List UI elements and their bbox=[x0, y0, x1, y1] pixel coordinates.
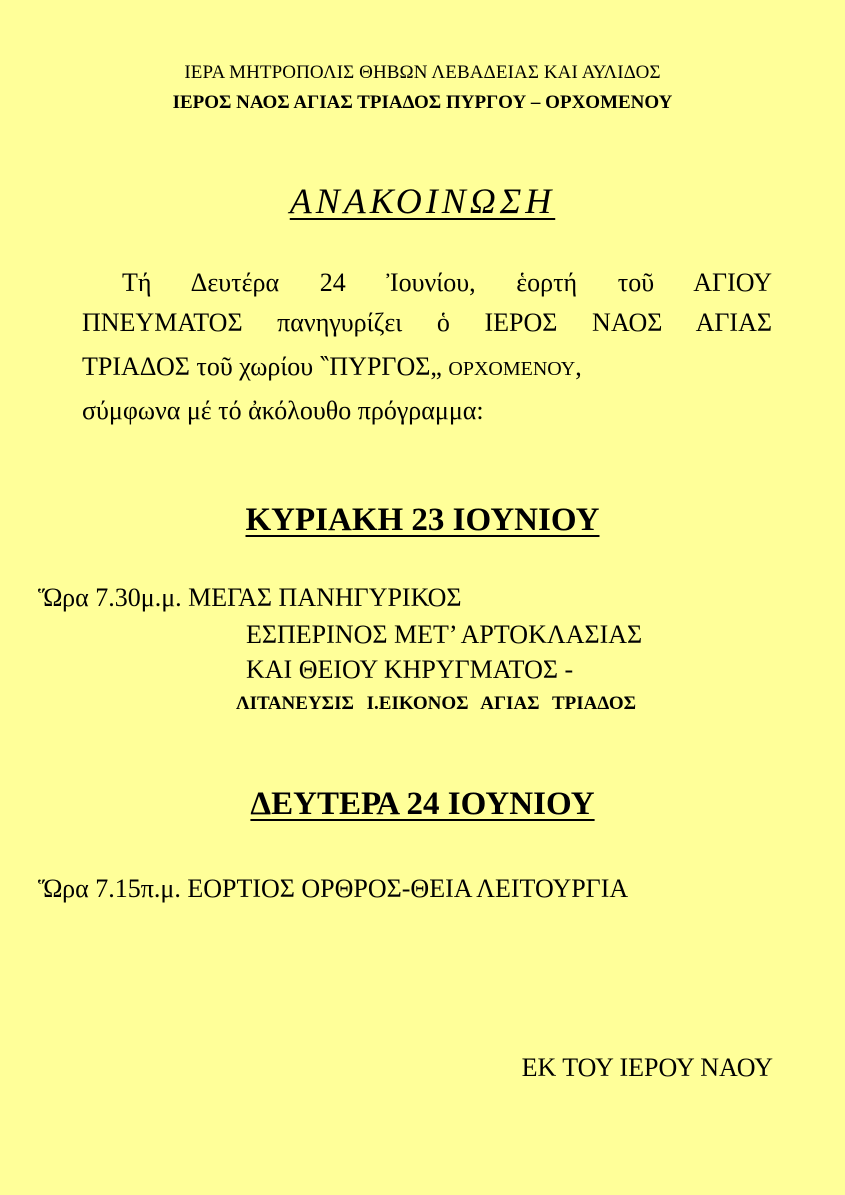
announcement-title-text: ΑΝΑΚΟΙΝΩΣΗ bbox=[289, 181, 556, 221]
intro-line-1: Τή Δευτέρα 24 Ἰουνίου, ἑορτή τοῦ ΑΓΙΟΥ bbox=[122, 268, 772, 297]
announcement-title bbox=[0, 180, 845, 222]
metropolis-header: ΙΕΡΑ ΜΗΤΡΟΠΟΛΙΣ ΘΗΒΩΝ ΛΕΒΑΔΕΙΑΣ ΚΑΙ ΑΥΛΙΔΟΣ bbox=[184, 62, 661, 83]
day1-heading bbox=[0, 502, 845, 539]
day1-heading-text: ΚΥΡΙΑΚΗ 23 ΙΟΥΝΙΟΥ bbox=[245, 502, 600, 538]
church-header: ΙΕΡΟΣ ΝΑΟΣ ΑΓΙΑΣ ΤΡΙΑΔΟΣ ΠΥΡΓΟΥ – ΟΡΧΟΜΕΝΟΥ bbox=[172, 92, 673, 113]
intro-line-3-start: ΤΡΙΑΔΟΣ τοῦ χωρίου ‶ΠΥΡΓΟΣ„ bbox=[82, 352, 449, 381]
day1-schedule-line-4: ΛΙΤΑΝΕΥΣΙΣ Ι.ΕΙΚΟΝΟΣ ΑΓΙΑΣ ΤΡΙΑΔΟΣ bbox=[236, 693, 637, 714]
day1-schedule-line-2: ΕΣΠΕΡΙΝΟΣ ΜΕΤ’ ΑΡΤΟΚΛΑΣΙΑΣ bbox=[246, 620, 643, 649]
day1-schedule-line-3: ΚΑΙ ΘΕΙΟΥ ΚΗΡΥΓΜΑΤΟΣ - bbox=[246, 655, 574, 684]
signature-line: ΕΚ ΤΟΥ ΙΕΡΟΥ ΝΑΟΥ bbox=[521, 1053, 773, 1082]
day2-schedule-line-1: Ὥρα 7.15π.μ. ΕΟΡΤΙΟΣ ΟΡΘΡΟΣ-ΘΕΙΑ ΛΕΙΤΟΥΡΓΙΑ bbox=[38, 874, 629, 903]
day1-schedule-line-1: Ὥρα 7.30μ.μ. ΜΕΓΑΣ ΠΑΝΗΓΥΡΙΚΟΣ bbox=[38, 583, 462, 612]
day2-heading-text: ΔΕΥΤΕΡΑ 24 ΙΟΥΝΙΟΥ bbox=[250, 786, 595, 822]
intro-line-2: ΠΝΕΥΜΑΤΟΣ πανηγυρίζει ὁ ΙΕΡΟΣ ΝΑΟΣ ΑΓΙΑΣ bbox=[82, 308, 772, 337]
intro-line-4: σύμφωνα μέ τό ἀκόλουθο πρόγραμμα: bbox=[82, 396, 484, 425]
intro-line-3-end: , bbox=[575, 352, 582, 381]
intro-line-3 bbox=[82, 352, 772, 382]
intro-line-3-town: ΟΡΧΟΜΕΝΟΥ bbox=[448, 358, 576, 380]
day2-heading bbox=[0, 786, 845, 823]
